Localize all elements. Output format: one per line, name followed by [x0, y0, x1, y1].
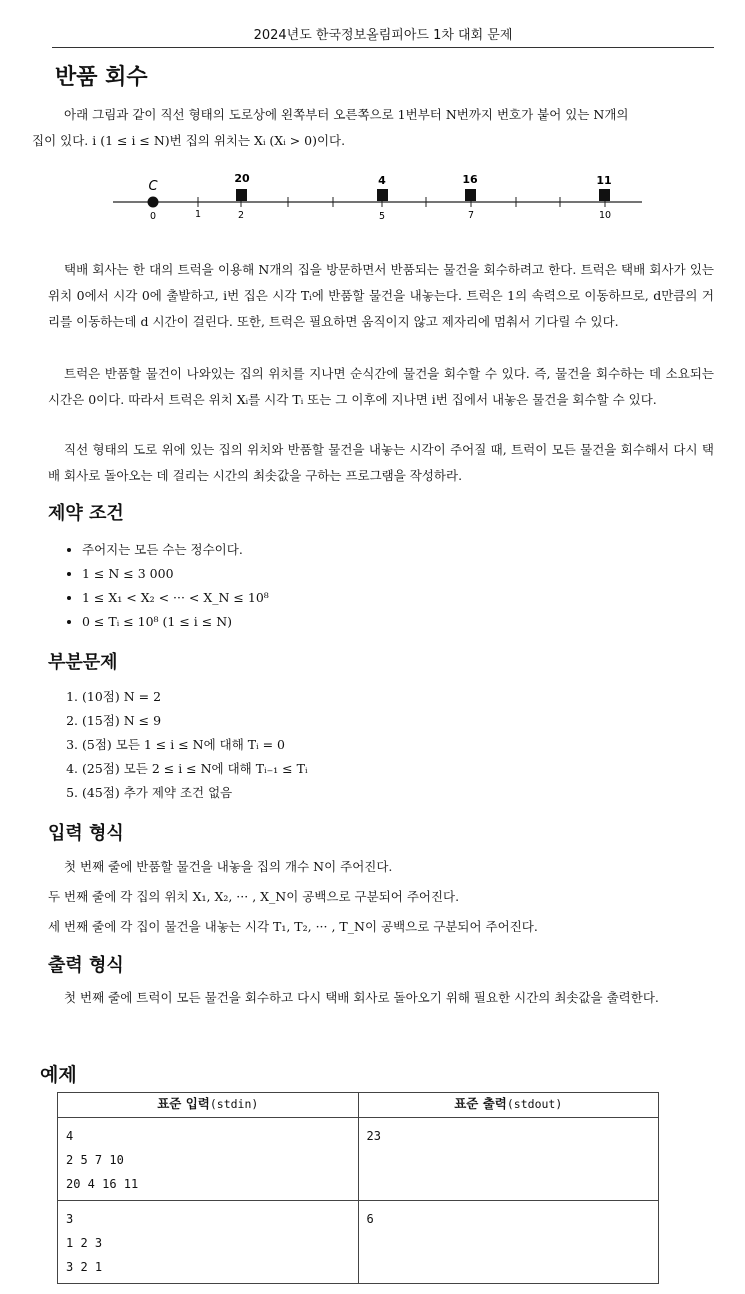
- stdout-header-sub: (stdout): [506, 1097, 563, 1111]
- subtasks-list: [48, 685, 307, 805]
- example-row: [58, 1201, 659, 1284]
- subtasks-heading: 부분문제: [48, 652, 118, 673]
- tick-label-4: 7: [467, 210, 475, 221]
- document-header: 2024년도 한국정보올림피아드 1차 대회 문제: [52, 24, 714, 48]
- input-format-line-3: 세 번째 줄에 각 집이 물건을 내놓는 시각 T₁, T₂, ··· , T_N이 공백으로 구분되어 주어진다.: [48, 919, 538, 934]
- example-input-line: 1 2 3: [66, 1236, 103, 1250]
- paragraph-task: 직선 형태의 도로 위에 있는 집의 위치와 반품할 물건을 내놓는 시각이 주어질 때, 트럭이 모든 물건을 회수해서 다시 택배 회사로 돌아오는 데 걸리는 시간의 최솟값을 구하는 프로그램을 작성하라.: [48, 442, 714, 483]
- input-format-text: [48, 852, 714, 942]
- house-marker-4: [599, 189, 610, 201]
- paragraph-pickup: 트럭은 반품할 물건이 나와있는 집의 위치를 지나면 순식간에 물건을 회수할 수 있다. 즉, 물건을 회수하는 데 소요되는 시간은 0이다. 따라서 트럭은 위치 Xᵢ를 시각 Tᵢ 또는 그 이후에 지나면 i번 집에서 내놓은 물건을 회수할 수 있다.: [48, 366, 714, 407]
- example-input-line: 20 4 16 11: [66, 1177, 139, 1191]
- constraint-item: • 1 ≤ X₁ < X₂ < ··· < X_N ≤ 10⁸: [82, 586, 269, 610]
- subtask-item: 1. (10점) N = 2: [82, 685, 307, 709]
- tick-label-3: 5: [378, 211, 386, 222]
- example-input-cell: [58, 1201, 359, 1284]
- subtask-item: 5. (45점) 추가 제약 조건 없음: [82, 781, 307, 805]
- examples-heading: 예제: [40, 1064, 77, 1086]
- example-row: [58, 1118, 659, 1201]
- example-output-line: 23: [366, 1129, 381, 1143]
- example-output-cell: [358, 1118, 659, 1201]
- output-format-text: 첫 번째 줄에 트럭이 모든 물건을 회수하고 다시 택배 회사로 돌아오기 위해 필요한 시간의 최솟값을 출력한다.: [64, 990, 659, 1005]
- stdin-header: [58, 1093, 359, 1118]
- input-format-line-2: 두 번째 줄에 각 집의 위치 X₁, X₂, ··· , X_N이 공백으로 구분되어 주어진다.: [48, 889, 460, 904]
- constraint-item: • 0 ≤ Tᵢ ≤ 10⁸ (1 ≤ i ≤ N): [82, 610, 269, 634]
- subtask-item: 2. (15점) N ≤ 9: [82, 709, 307, 733]
- tick-label-1: 1: [194, 209, 202, 220]
- house-marker-3: [465, 189, 476, 201]
- intro-line-2: 집이 있다. i (1 ≤ i ≤ N)번 집의 위치는 Xᵢ (Xᵢ > 0)이다.: [32, 133, 346, 148]
- input-format-heading: 입력 형식: [48, 823, 124, 844]
- example-input-cell: [58, 1118, 359, 1201]
- house-marker-2: [377, 189, 388, 201]
- intro-paragraph: [32, 102, 714, 154]
- example-input-line: 3: [66, 1212, 74, 1226]
- examples-header-row: [58, 1093, 659, 1118]
- stdin-header-label: 표준 입력: [157, 1096, 210, 1111]
- example-output-line: 6: [366, 1212, 374, 1226]
- company-marker: [148, 197, 159, 208]
- output-format-heading: 출력 형식: [48, 955, 124, 976]
- stdin-header-sub: (stdin): [209, 1097, 259, 1111]
- company-label: C: [148, 179, 158, 194]
- intro-line-1: 아래 그림과 같이 직선 형태의 도로상에 왼쪽부터 오른쪽으로 1번부터 N번까지 번호가 붙어 있는 N개의: [64, 107, 629, 122]
- constraint-item: • 주어지는 모든 수는 정수이다.: [82, 538, 269, 562]
- paragraph-truck: 택배 회사는 한 대의 트럭을 이용해 N개의 집을 방문하면서 반품되는 물건을 회수하려고 한다. 트럭은 택배 회사가 있는 위치 0에서 시각 0에 출발하고, i번 집은 시각 Tᵢ에 반품할 물건을 내놓는다. 트럭은 1의 속력으로 이동하므로, d만큼의 거리를 이동하는데 d 시간이 걸린다. 또한, 트럭은 필요하면 움직이지 않고 제자리에 멈춰서 기다릴 수 있다.: [48, 262, 714, 329]
- house-time-4: 11: [596, 174, 612, 187]
- tick-label-5: 10: [598, 210, 612, 221]
- examples-table: [57, 1092, 659, 1284]
- constraint-item: • 1 ≤ N ≤ 3 000: [82, 562, 269, 586]
- tick-label-2: 2: [237, 210, 245, 221]
- problem-title: 반품 회수: [55, 65, 148, 90]
- number-line-figure: [0, 160, 745, 250]
- stdout-header-label: 표준 출력: [454, 1096, 507, 1111]
- constraints-list: [48, 538, 269, 634]
- house-time-2: 4: [378, 174, 386, 187]
- example-input-line: 3 2 1: [66, 1260, 103, 1274]
- tick-label-0: 0: [149, 211, 157, 222]
- example-input-line: 2 5 7 10: [66, 1153, 124, 1167]
- house-time-3: 16: [462, 173, 478, 186]
- subtask-item: 3. (5점) 모든 1 ≤ i ≤ N에 대해 Tᵢ = 0: [82, 733, 307, 757]
- house-marker-1: [236, 189, 247, 201]
- house-time-1: 20: [234, 172, 250, 185]
- stdout-header: [358, 1093, 659, 1118]
- constraints-heading: 제약 조건: [48, 503, 124, 524]
- subtask-item: 4. (25점) 모든 2 ≤ i ≤ N에 대해 Tᵢ₋₁ ≤ Tᵢ: [82, 757, 307, 781]
- example-input-line: 4: [66, 1129, 74, 1143]
- input-format-line-1: 첫 번째 줄에 반품할 물건을 내놓을 집의 개수 N이 주어진다.: [64, 859, 393, 874]
- example-output-cell: [358, 1201, 659, 1284]
